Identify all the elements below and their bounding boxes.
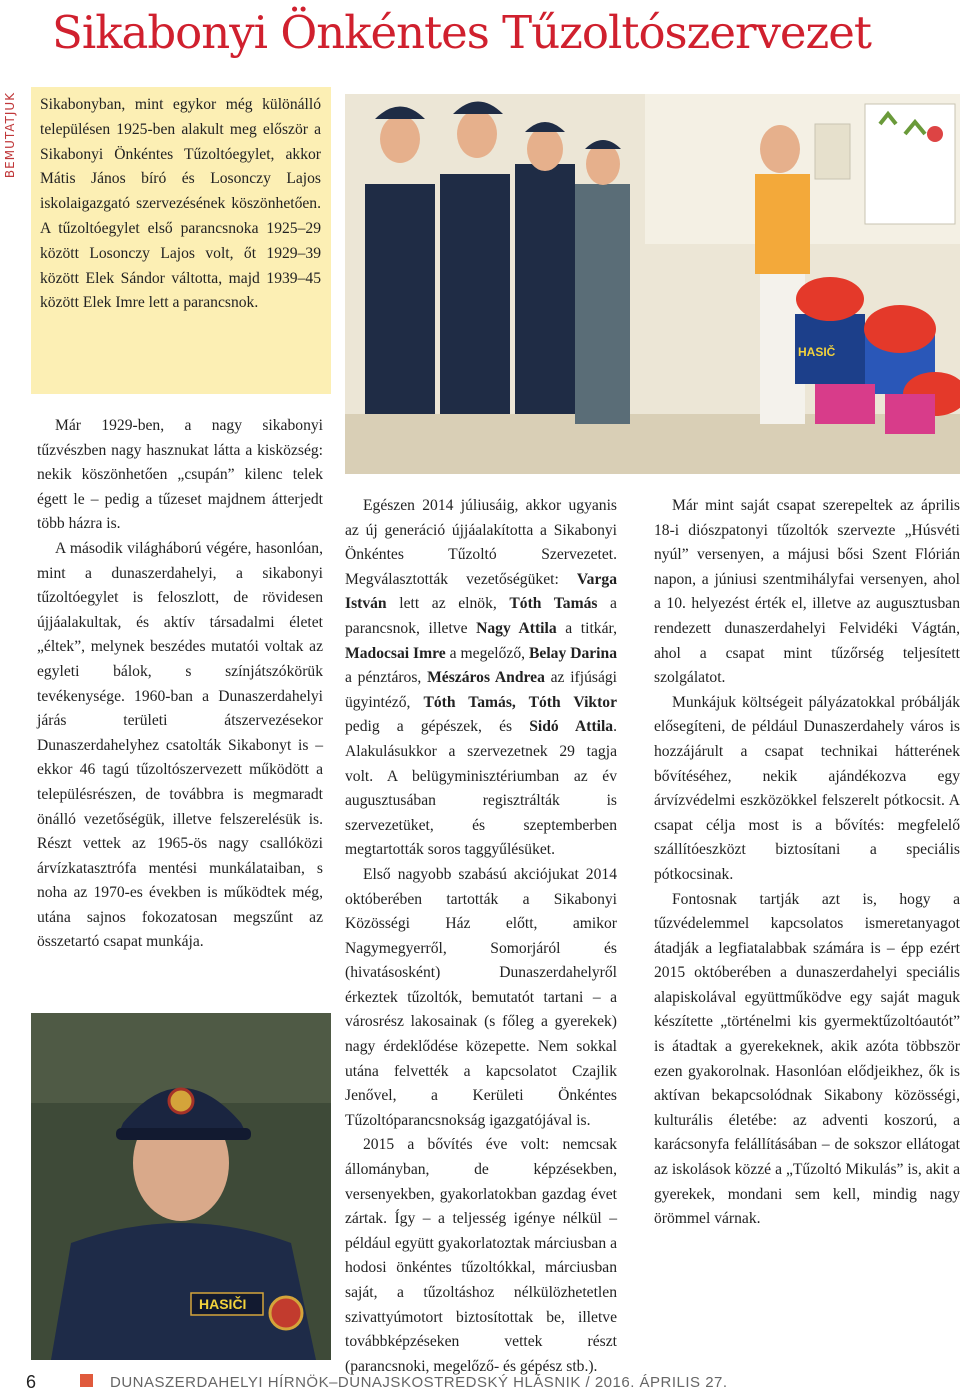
photo-illustration [345,94,960,474]
col2-paragraph-1: Egészen 2014 júliusáig, akkor ugyanis az új generáció újjáalakította a Sikabonyi Önkéntes Tűzoltó Szervezetet. Megválasztották vezetőségüket: Varga István lett az elnök, Tóth Tamás a parancsnok, illetve Nagy Attila a titkár, Madocsai Imre a megelőző, Belay Darina a pénztáros, Mészáros Andrea az ifjúsági ügyintéző, Tóth Tamás, Tóth Viktor pedig a gépészek, és Sidó Attila. Alakulásukkor a szervezetnek 29 tagja volt. A belügyminisztériumban az év augusztusában regisztrálták is szervezetüket, és szeptemberben megtartották soros taggyűlésüket. [345,497,618,859]
footer-publication: DUNASZERDAHELYI HÍRNÖK–DUNAJSKOSTREDSKÝ HLÁSNIK / 2016. ÁPRILIS 27. [110,1374,728,1391]
col3-paragraph-1: Már mint saját csapat szerepeltek az április 18-i diószpatonyi tűzoltók szervezte „Húsvéti nyúl” versenyen, a májusi bősi Szent Flórián napon, a júniusi szentmihályfai versenyen, ahol a 10. helyezést érték el, illetve az augusztusban rendezett dunaszerdahelyi Felvidéki Vágtán, ahol a csapat mint tűzőrség teljesített szolgálatot. [654,497,960,687]
portrait-illustration [31,1013,331,1360]
photo1-helmet-text: HASIČ [798,345,836,359]
column-3 [654,494,960,1232]
person-name: Madocsai Imre [345,644,446,662]
person-name: Tóth Tamás, Tóth Viktor [423,693,618,711]
firefighters-children-photo [345,94,960,474]
person-name: Nagy Attila [476,619,557,637]
lead-box [31,87,331,394]
col2-paragraph-3: 2015 a bővítés éve volt: nemcsak állományban, de képzésekben, versenyekben, gyakorlatokban gazdag évet zártak. Így – a teljesség igénye nélkül – például együtt gyakorlatoztak márciusban a hodosi önkéntes tűzoltókkal, márciusban saját, a tűzoltáshoz nélkülözhetetlen szivattyúmotort biztosítottak be, illetve továbbképzéseken vettek részt (parancsnoki, megelőző- és gépész stb.). [345,1136,617,1375]
person-name: Sidó Attila [529,718,614,736]
lead-text: Sikabonyban, mint egykor még különálló településen 1925-ben alakult meg először a Sikabonyi Önkéntes Tűzoltóegylet, akkor Mátis János bíró és Losonczy Lajos iskolaigazgató szervezésének köszönhetően. A tűzoltóegylet első parancsnoka 1925–29 között Losonczy Lajos volt, őt 1929–39 között Elek Sándor váltotta, majd 1939–45 között Elek Imre lett a parancsnok. [40,96,321,312]
col3-paragraph-3: Fontosnak tartják azt is, hogy a tűzvédelemmel kapcsolatos ismeretanyagot átadják a legfiatalabbak számára is – épp ezért 2015 októberében a dunaszerdahelyi speciális alapiskolával együttműködve egy saját maguk készítette „történelmi kis gyermektűzoltóautót” is átadtak a gyerekeknek, akik azóta többször ezen gyakorolnak. Hasonlóan elődjeikhez, ők is aktívan bekapcsolódnak Sikabony közösségi, kulturális életébe: az adventi koszorú, a karácsonyfa felállításában – de sokszor ellátogat az iskolások közzé a „Tűzoltó Mikulás” is, akit a gyerekek, mondani sem kell, mindig nagy örömmel várnak. [654,890,960,1228]
page-title: Sikabonyi Önkéntes Tűzoltószervezet [52,6,871,59]
person-name: Varga István [345,570,617,613]
person-name: Tóth Tamás [509,595,598,613]
column-2 [345,494,617,1379]
portrait-badge-text: HASIČI [199,1296,247,1312]
person-name: Belay Darina [529,644,617,662]
col1-paragraph-2: A második világháború végére, hasonlóan, mint a dunaszerdahelyi, a sikabonyi tűzoltóegylet is feloszlott, de rövidesen újjáalakultak, és aktív társadalmi életet „éltek”, melynek beszédes mutatói voltak az egyleti bálok, s színjátszókörük tevékenysége. 1960-ban a Dunaszerdahelyi járás területi átszervezésekor Dunaszerdahelyhez csatolták Sikabonyt is – ekkor 46 tagú tűzoltószervezett működött a településrészen, de továbbra is megmaradt önálló vezetőségük, illetve felszerelésük is. Részt vettek az 1965-ös nagy csallóközi árvízkatasztrófa mentési munkálataiban, s noha az 1970-es években is működtek még, utána sajnos fokozatosan megszűnt az összetartó csapat munkája. [37,539,323,951]
person-name: Mészáros Andrea [427,669,545,687]
col1-paragraph-1: Már 1929-ben, a nagy sikabonyi tűzvészben nagy hasznukat látta a kisközség: nekik köszönhetően „csupán” kilenc telek égett le – pedig a tűzeset majdnem átterjedt több házra is. [37,417,323,533]
column-1 [37,414,323,955]
col2-paragraph-2: Első nagyobb szabású akciójukat 2014 októberében tartották a Sikabonyi Közösségi Ház előtt, amikor Nagymegyerről, Somorjáról és (hivatásosként) Dunaszerdahelyről érkeztek tűzoltók, bemutatót tartani – a városrész lakosainak (s főleg a gyerekek) nagy érdeklődése közepette. Nem sokkal utána felvették a kapcsolatot Czajlik Jenővel, a Kerületi Önkéntes Tűzoltóparancsnokság igazgatójával is. [345,865,617,1129]
footer-accent-square [80,1374,93,1387]
firefighter-portrait-photo [31,1013,331,1360]
col3-paragraph-2: Munkájuk költségeit pályázatokkal próbálják elősegíteni, de például Dunaszerdahely város is hozzájárult a csapat technikai hátterének bővítéséhez, nekik ajándékozva egy árvízvédelmi eszközökkel felszerelt pótkocsit. A csapat célja most is a bővítés: megfelelő szállítóeszközt biztosítani a speciális pótkocsinak. [654,693,960,883]
page-number: 6 [26,1372,37,1392]
section-label: BEMUTATJUK [3,91,17,179]
